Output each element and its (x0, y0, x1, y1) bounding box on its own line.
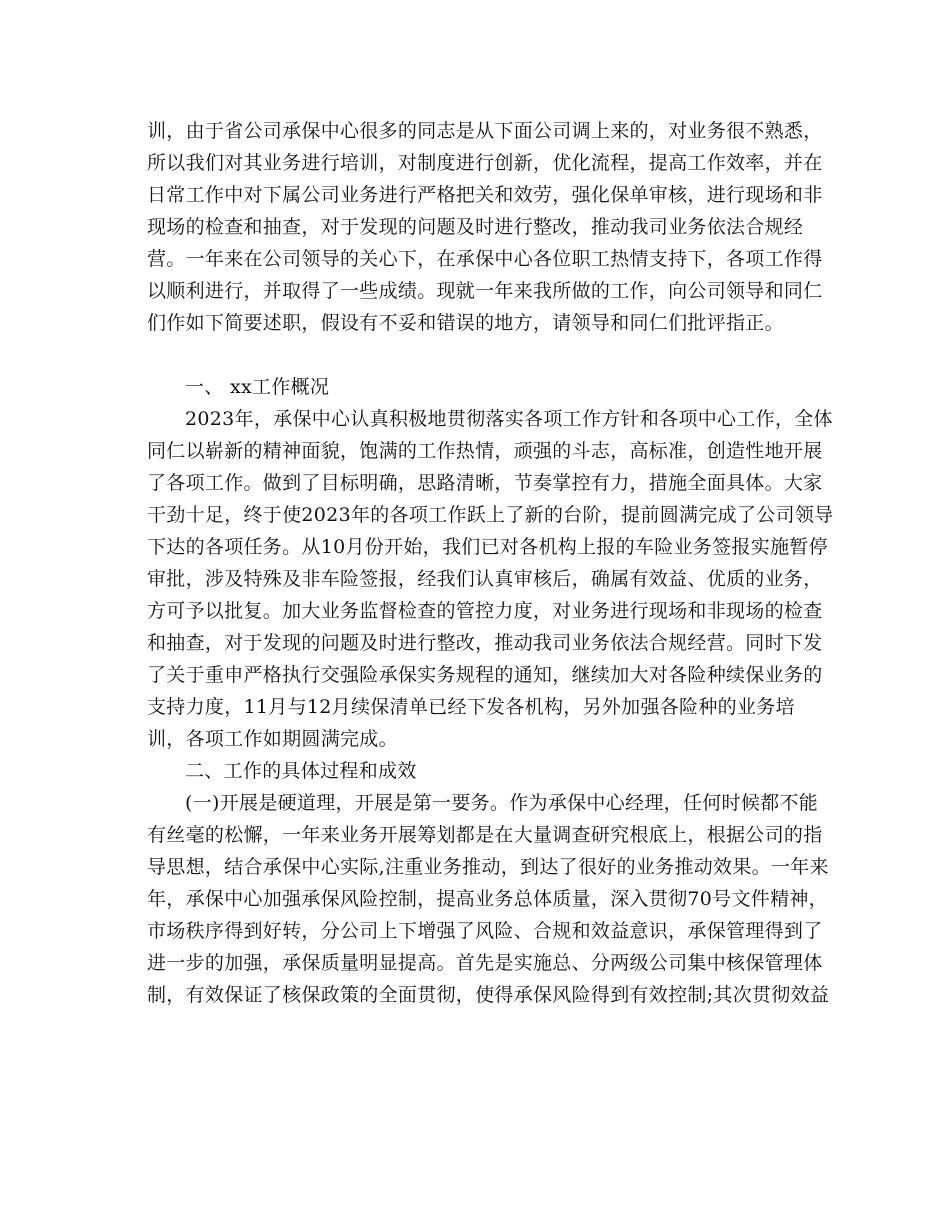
text-line: 们作如下简要述职，假设有不妥和错误的地方，请领导和同仁们批评指正。 (147, 312, 784, 334)
text-line: 和抽查，对于发现的问题及时进行整改，推动我司业务依法合规经营。同时下发 (147, 632, 823, 654)
text-line: 支持力度，11月与12月续保清单已经下发各机构，另外加强各险种的业务培 (147, 696, 795, 718)
text-line: 所以我们对其业务进行培训，对制度进行创新，优化流程，提高工作效率，并在 (147, 152, 823, 174)
text-line: 了各项工作。做到了目标明确，思路清晰，节奏掌控有力，措施全面具体。大家 (147, 472, 823, 494)
text-line: (一)开展是硬道理，开展是第一要务。作为承保中心经理，任何时候都不能 (185, 792, 819, 814)
text-line: 下达的各项任务。从10月份开始，我们已对各机构上报的车险业务签报实施暂停 (147, 536, 828, 558)
text-line: 2023年，承保中心认真积极地贯彻落实各项工作方针和各项中心工作，全体 (185, 408, 833, 430)
section-heading-1: 一、 xx工作概况 (185, 376, 330, 398)
text-line: 审批，涉及特殊及非车险签报，经我们认真审核后，确属有效益、优质的业务， (147, 568, 823, 590)
section-heading-2: 二、工作的具体过程和成效 (185, 760, 417, 782)
text-line: 制，有效保证了核保政策的全面贯彻，使得承保风险得到有效控制;其次贯彻效益 (147, 984, 830, 1006)
text-line: 现场的检查和抽查，对于发现的问题及时进行整改，推动我司业务依法合规经 (147, 216, 804, 238)
text-line: 方可予以批复。加大业务监督检查的管控力度，对业务进行现场和非现场的检查 (147, 600, 823, 622)
text-line: 营。一年来在公司领导的关心下，在承保中心各位职工热情支持下，各项工作得 (147, 248, 823, 270)
text-line: 以顺利进行，并取得了一些成绩。现就一年来我所做的工作，向公司领导和同仁 (147, 280, 823, 302)
text-line: 同仁以崭新的精神面貌，饱满的工作热情，顽强的斗志，高标准，创造性地开展 (147, 440, 823, 462)
text-line: 干劲十足，终于使2023年的各项工作跃上了新的台阶，提前圆满完成了公司领导 (147, 504, 834, 526)
text-line: 导思想，结合承保中心实际,注重业务推动，到达了很好的业务推动效果。一年来 (147, 856, 829, 878)
text-line: 了关于重申严格执行交强险承保实务规程的通知，继续加大对各险种续保业务的 (147, 664, 823, 686)
text-line: 市场秩序得到好转，分公司上下增强了风险、合规和效益意识，承保管理得到了 (147, 920, 823, 942)
text-line: 训，各项工作如期圆满完成。 (147, 728, 398, 750)
text-line: 年，承保中心加强承保风险控制，提高业务总体质量，深入贯彻70号文件精神， (147, 888, 828, 910)
text-line: 进一步的加强，承保质量明显提高。首先是实施总、分两级公司集中核保管理体 (147, 952, 823, 974)
text-line: 训，由于省公司承保中心很多的同志是从下面公司调上来的，对业务很不熟悉， (147, 120, 823, 142)
text-line: 有丝毫的松懈，一年来业务开展筹划都是在大量调查研究根底上，根据公司的指 (147, 824, 823, 846)
text-line: 日常工作中对下属公司业务进行严格把关和效劳，强化保单审核，进行现场和非 (147, 184, 823, 206)
